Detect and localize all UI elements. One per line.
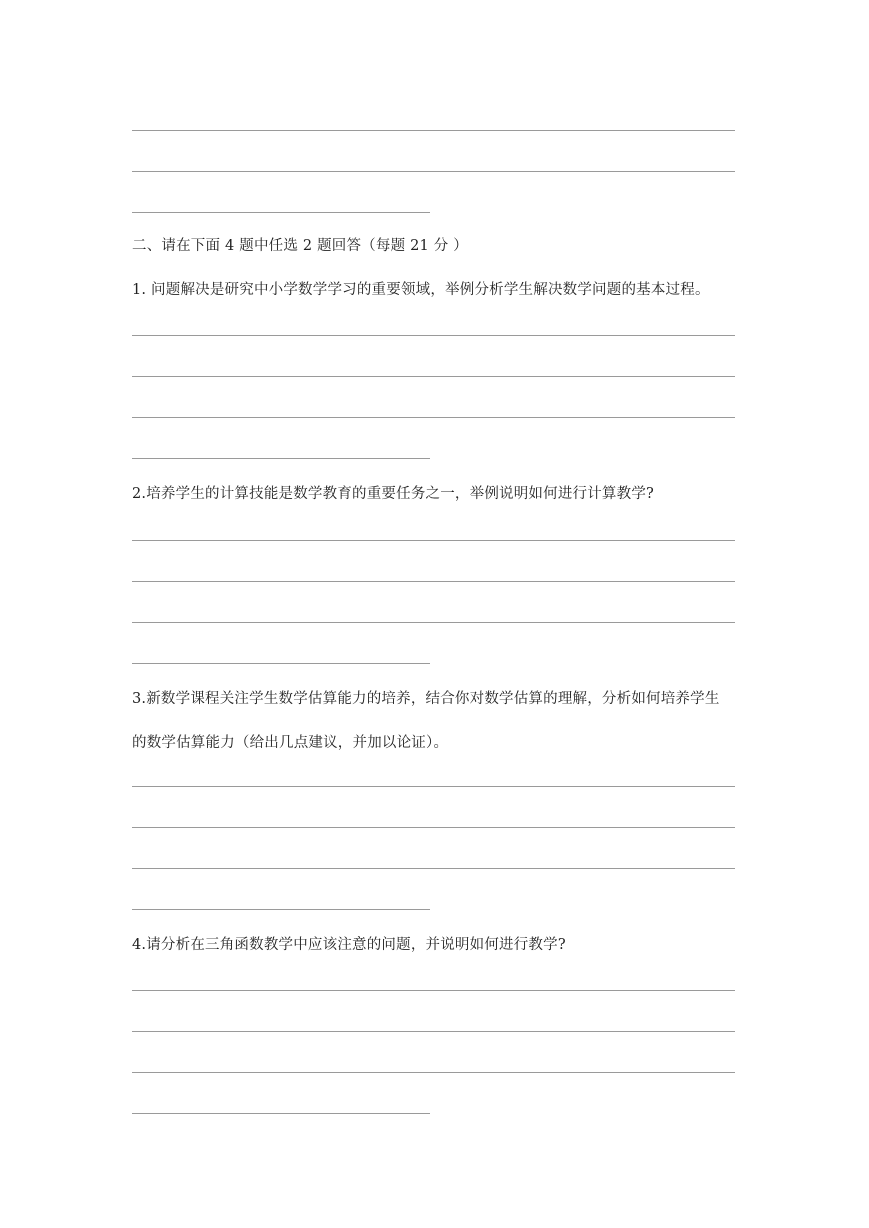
answer-line: [132, 581, 735, 582]
answer-line: [132, 540, 735, 541]
answer-line: [132, 1072, 735, 1073]
answer-line: [132, 622, 735, 623]
answer-line: [132, 786, 735, 787]
answer-line: [132, 827, 735, 828]
answer-line: [132, 990, 735, 991]
answer-line: [132, 376, 735, 377]
question-2-text: 2.培养学生的计算技能是数学教育的重要任务之一，举例说明如何进行计算教学?: [132, 486, 655, 502]
answer-line: [132, 868, 735, 869]
answer-line: [132, 212, 430, 213]
answer-line: [132, 417, 735, 418]
answer-line: [132, 1031, 735, 1032]
answer-line: [132, 1113, 430, 1114]
answer-line: [132, 171, 735, 172]
answer-line: [132, 335, 735, 336]
question-3-text-cont: 的数学估算能力（给出几点建议，并加以论证）。: [132, 735, 449, 751]
answer-line: [132, 458, 430, 459]
answer-line: [132, 663, 430, 664]
answer-line: [132, 909, 430, 910]
question-4-text: 4.请分析在三角函数教学中应该注意的问题，并说明如何进行教学?: [132, 937, 566, 953]
answer-line: [132, 130, 735, 131]
question-1-text: 1. 问题解决是研究中小学数学学习的重要领域，举例分析学生解决数学问题的基本过程。: [132, 282, 710, 298]
question-3-text: 3.新数学课程关注学生数学估算能力的培养，结合你对数学估算的理解，分析如何培养学生: [132, 691, 720, 707]
section-heading: 二、请在下面 4 题中任选 2 题回答（每题 21 分 ）: [132, 238, 468, 254]
